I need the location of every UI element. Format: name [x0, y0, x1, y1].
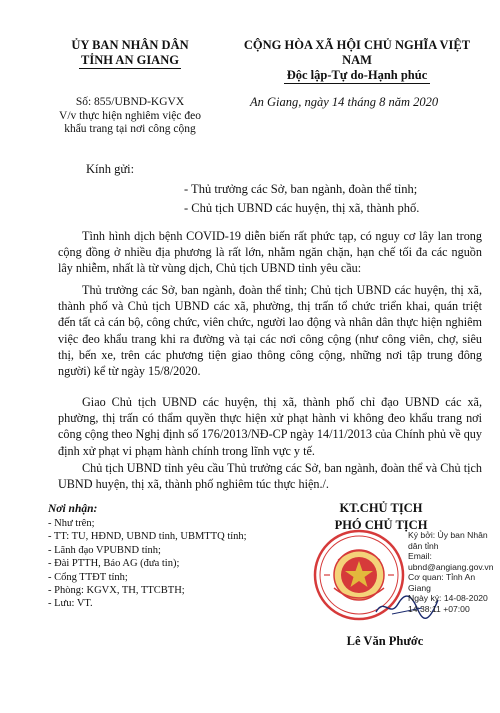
addressee-list — [184, 180, 484, 218]
org-line-2: TỈNH AN GIANG — [81, 53, 179, 67]
recipient-item: - Lãnh đạo VPUBND tỉnh; — [48, 544, 161, 556]
signature-title-1: KT.CHỦ TỊCH — [339, 501, 423, 515]
doc-subject-line-2: khẩu trang tại nơi công cộng — [64, 123, 196, 135]
doc-subject-line-1: V/v thực hiện nghiêm việc đeo — [59, 109, 201, 122]
digital-sig-line: Ngày ký: 14-08-2020 — [408, 593, 488, 603]
nation-line-1: CỘNG HÒA XÃ HỘI CHỦ NGHĨA VIỆT NAM — [243, 38, 471, 67]
recipient-item: - Cổng TTĐT tỉnh; — [48, 571, 128, 583]
body-paragraph-3: Giao Chủ tịch UBND các huyện, thị xã, thành phố chỉ đạo UBND các xã, phường, thị trấn có thẩm quyền thực hiện xử phạt hành vi không đeo khẩu trang nơi công cộng theo Nghị định số 176/2013/NĐ-CP ngày 14/11/2013 của Chính phủ về quy định xử phạt vi phạm hành chính trong lĩnh vực y tế. — [58, 395, 482, 458]
digital-sig-line: dân tỉnh — [408, 540, 439, 551]
national-header — [232, 38, 482, 84]
nation-line-2: Độc lập-Tự do-Hạnh phúc — [232, 68, 482, 84]
place-date: An Giang, ngày 14 tháng 8 năm 2020 — [250, 95, 439, 109]
signature-title-2: PHÓ CHỦ TỊCH — [334, 518, 428, 532]
recipient-item: - TT: TU, HĐND, UBND tỉnh, UBMTTQ tỉnh; — [48, 531, 247, 543]
digital-sig-line: 14:38:11 +07:00 — [408, 603, 470, 614]
recipient-item: - Phòng: KGVX, TH, TTCBTH; — [48, 585, 185, 597]
body-paragraph-1: Tình hình dịch bệnh COVID-19 diễn biến rất phức tạp, có nguy cơ lây lan trong cộng đồng ở nhiều địa phương là rất lớn, nhằm ngăn chặn, hạn chế tối đa các nguồn lây nhiễm, nhất là từ vùng dịch, Chủ tịch UBND tỉnh yêu cầu: — [58, 229, 482, 276]
org-name — [40, 38, 220, 69]
body-paragraph-4: Chủ tịch UBND tỉnh yêu cầu Thủ trưởng các Sở, ban ngành, đoàn thể và Chủ tịch UBND huyện, thị xã, thành phố nghiêm túc thực hiện./. — [58, 461, 482, 492]
doc-number: Số: 855/UBND-KGVX — [75, 96, 185, 108]
body-paragraph-2: Thủ trưởng các Sở, ban ngành, đoàn thể tỉnh; Chủ tịch UBND các huyện, thị xã, thành phố và Chủ tịch UBND các xã, phường, thị trấn tổ chức triển khai, quán triệt đến tất cả cán bộ, công chức, viên chức, người lao động và nhân dân thực hiện nghiêm việc đeo khẩu trang khi ra đường và tại các nơi công cộng (như công viên, chợ, siêu thị, bến xe, trên các phương tiện giao thông công cộng, những nơi tập trung đông người) kể từ ngày 15/8/2020. — [58, 283, 482, 379]
addressee-item: - Thủ trưởng các Sở, ban ngành, đoàn thể tỉnh; — [184, 182, 418, 196]
recipient-item: - Đài PTTH, Báo AG (đưa tin); — [48, 558, 180, 570]
org-line-1: ỦY BAN NHÂN DÂN — [71, 38, 189, 52]
digital-sig-line: ubnd@angiang.gov.vn — [408, 561, 494, 572]
digital-sig-line: Email: — [408, 551, 432, 561]
doc-meta — [40, 96, 220, 137]
digital-sig-line: Ký bởi: Ủy ban Nhân — [408, 530, 488, 540]
signer-name: Lê Văn Phước — [346, 634, 424, 648]
recipient-item: - Như trên; — [48, 518, 95, 529]
recipient-item: - Lưu: VT. — [48, 598, 93, 610]
recipients — [48, 502, 278, 611]
addressee-item: - Chủ tịch UBND các huyện, thị xã, thành phố. — [184, 201, 420, 215]
digital-signature-info — [408, 530, 500, 614]
recipients-label: Nơi nhận: — [48, 503, 98, 515]
digital-sig-line: Cơ quan: Tỉnh An Giang — [408, 572, 476, 593]
addressee-label: Kính gửi: — [86, 162, 135, 176]
